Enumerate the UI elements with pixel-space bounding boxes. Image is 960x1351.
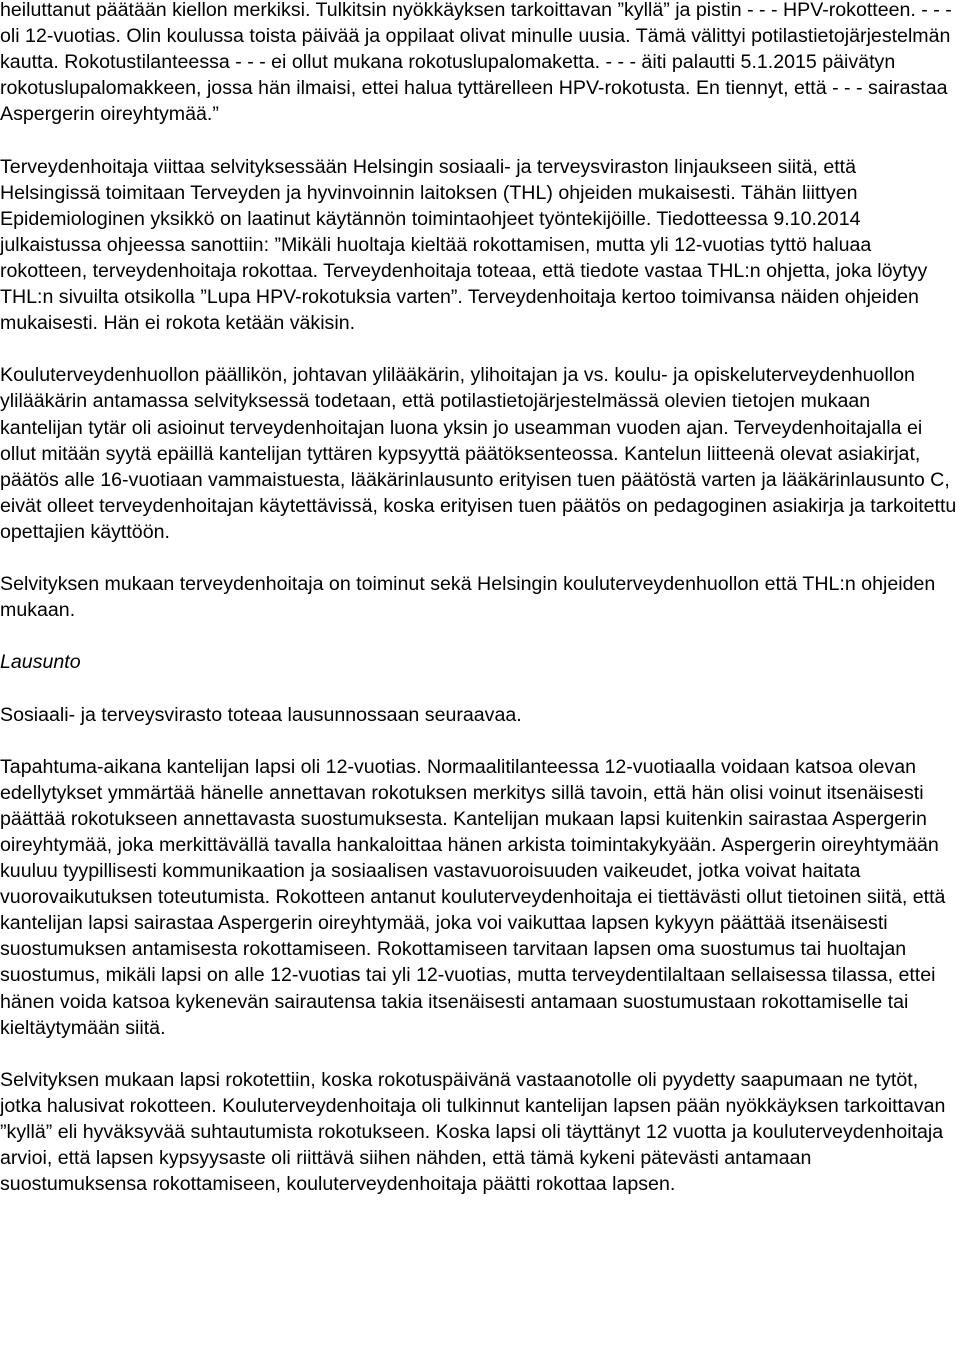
- paragraph-parent-statement: heiluttanut päätään kiellon merkiksi. Tulkitsin nyökkäyksen tarkoittavan ”kyllä” ja pistin - - - HPV-rokotteen. - - - oli 12-vuotias. Olin koulussa toista päivää ja oppilaat olivat minulle uusia. Tämä välittyi potilastietojärjestelmän kautta. Rokotustilanteessa - - - ei ollut mukana rokotuslupalomaketta. - - - äiti palautti 5.1.2015 päivätyn rokotuslupalomakkeen, jossa hän ilmaisi, ettei halua tyttärelleen HPV-rokotusta. En tiennyt, että - - - sairastaa Aspergerin oireyhtymää.”: [0, 0, 952, 126]
- section-heading-lausunto: Lausunto: [0, 651, 81, 674]
- paragraph-statement-intro: Sosiaali- ja terveysvirasto toteaa lausunnossaan seuraavaa.: [0, 703, 522, 726]
- paragraph-management-report: Kouluterveydenhuollon päällikön, johtavan ylilääkärin, ylihoitajan ja vs. koulu- ja opiskeluterveydenhuollon ylilääkärin antamassa selvityksessä todetaan, että potilastietojärjestelmässä olevien tietojen mukaan kantelijan tytär oli asioinut terveydenhoitajan luona yksin jo useamman vuoden ajan. Terveydenhoitajalla ei ollut mitään syytä epäillä kantelijan tyttären kypsyyttä päätöksenteossa. Kantelun liitteenä olevat asiakirjat, päätös alle 16-vuotiaan vammaistuesta, lääkärinlausunto erityisen tuen päätöstä varten ja lääkärinlausunto C, eivät olleet terveydenhoitajan käytettävissä, koska erityisen tuen päätös on pedagoginen asiakirja ja tarkoitettu opettajien käyttöön.: [0, 364, 957, 543]
- paragraph-report-conclusion: Selvityksen mukaan terveydenhoitaja on toiminut sekä Helsingin kouluterveydenhuollon että THL:n ohjeiden mukaan.: [0, 573, 936, 622]
- paragraph-nurse-statement: Terveydenhoitaja viittaa selvityksessään Helsingin sosiaali- ja terveysviraston linjaukseen siitä, että Helsingissä toimitaan Terveyden ja hyvinvoinnin laitoksen (THL) ohjeiden mukaisesti. Tähän liittyen Epidemiologinen yksikkö on laatinut käytännön toimintaohjeet työntekijöille. Tiedotteessa 9.10.2014 julkaistussa ohjeessa sanottiin: ”Mikäli huoltaja kieltää rokottamisen, mutta yli 12-vuotias tyttö haluaa rokotteen, terveydenhoitaja rokottaa. Terveydenhoitaja toteaa, että tiedote vastaa THL:n ohjetta, joka löytyy THL:n sivuilta otsikolla ”Lupa HPV-rokotuksia varten”. Terveydenhoitaja kertoo toimivansa näiden ohjeiden mukaisesti. Hän ei rokota ketään väkisin.: [0, 155, 928, 335]
- paragraph-statement-conclusion: Selvityksen mukaan lapsi rokotettiin, koska rokotuspäivänä vastaanotolle oli pyydetty saapumaan ne tytöt, jotka halusivat rokotteen. Kouluterveydenhoitaja oli tulkinnut kantelijan lapsen pään nyökkäyksen tarkoittavan ”kyllä” eli hyväksyvää suhtautumista rokotukseen. Koska lapsi oli täyttänyt 12 vuotta ja kouluterveydenhoitaja arvioi, että lapsen kypsyysaste oli riittävä siihen nähden, että tämä kykeni pätevästi antamaan suostumuksensa rokottamiseen, kouluterveydenhoitaja päätti rokottaa lapsen.: [0, 1068, 946, 1196]
- paragraph-statement-body: Tapahtuma-aikana kantelijan lapsi oli 12-vuotias. Normaalitilanteessa 12-vuotiaalla voidaan katsoa olevan edellytykset ymmärtää hänelle annettavan rokotuksen merkitys sillä tavoin, että hän olisi voinut itsenäisesti päättää rokotukseen annettavasta suostumuksesta. Kantelijan mukaan lapsi kuitenkin sairastaa Aspergerin oireyhtymää, joka merkittävällä tavalla hankaloittaa hänen arkista toimintakykyään. Aspergerin oireyhtymään kuuluu tyypillisesti kommunikaation ja sosiaalisen vastavuoroisuuden vaikeudet, jotka voivat haitata vuorovaikutuksen toteutumista. Rokotteen antanut kouluterveydenhoitaja ei tiettävästi ollut tietoinen siitä, että kantelijan lapsi sairastaa Aspergerin oireyhtymää, joka voi vaikuttaa lapsen kykyyn päättää itsenäisesti suostumuksen antamisesta rokottamiseen. Rokottamiseen tarvitaan lapsen oma suostumus tai huoltajan suostumus, mikäli lapsi on alle 12-vuotias tai yli 12-vuotias, mutta terveydentilaltaan sellaisessa tilassa, ettei hänen voida katsoa kykenevän sairautensa takia itsenäisesti antamaan suostumustaan rokottamiselle tai kieltäytymään siitä.: [0, 755, 946, 1039]
